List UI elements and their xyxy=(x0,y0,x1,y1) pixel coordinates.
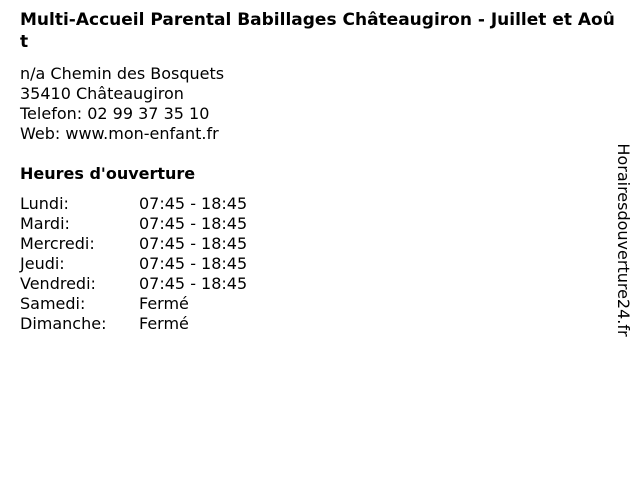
hours-row xyxy=(20,214,247,234)
day-hours: 07:45 - 18:45 xyxy=(139,194,248,213)
day-hours: Fermé xyxy=(139,294,189,313)
hours-row xyxy=(20,274,247,294)
hours-row xyxy=(20,314,247,334)
hours-row xyxy=(20,254,247,274)
hours-row xyxy=(20,294,247,314)
hours-heading: Heures d'ouverture xyxy=(20,164,196,183)
phone-number: Telefon: 02 99 37 35 10 xyxy=(20,104,210,123)
day-hours: 07:45 - 18:45 xyxy=(139,214,248,233)
opening-hours-table xyxy=(20,194,247,334)
side-brand-watermark: Horairesdouverture24.fr xyxy=(614,143,633,337)
day-label: Samedi: xyxy=(20,294,86,313)
day-label: Mercredi: xyxy=(20,234,95,253)
street-address: n/a Chemin des Bosquets xyxy=(20,64,225,83)
day-label: Lundi: xyxy=(20,194,69,213)
hours-row xyxy=(20,194,247,214)
day-label: Mardi: xyxy=(20,214,70,233)
day-hours: 07:45 - 18:45 xyxy=(139,274,248,293)
day-label: Jeudi: xyxy=(20,254,65,273)
website: Web: www.mon-enfant.fr xyxy=(20,124,219,143)
city-address: 35410 Châteaugiron xyxy=(20,84,184,103)
day-label: Vendredi: xyxy=(20,274,96,293)
page-title: Multi-Accueil Parental Babillages Châteaugiron - Juillet et Août xyxy=(20,10,615,52)
day-hours: Fermé xyxy=(139,314,189,333)
day-hours: 07:45 - 18:45 xyxy=(139,254,248,273)
address-block xyxy=(20,64,224,144)
day-hours: 07:45 - 18:45 xyxy=(139,234,248,253)
hours-row xyxy=(20,234,247,254)
day-label: Dimanche: xyxy=(20,314,107,333)
